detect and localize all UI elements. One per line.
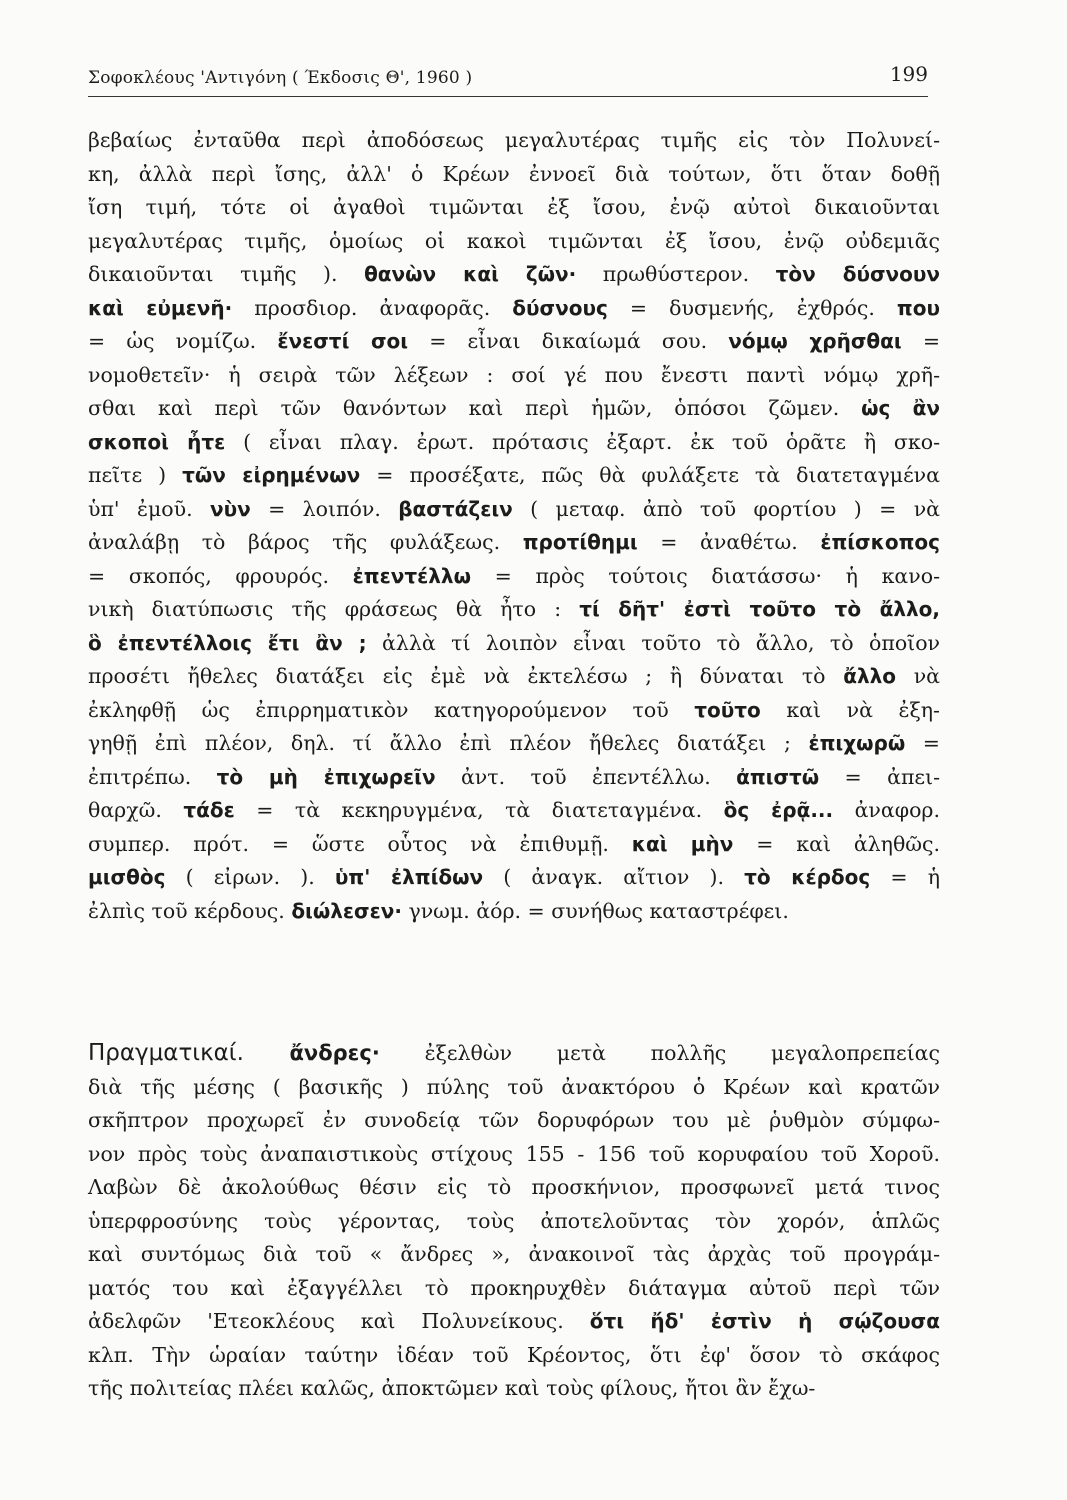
- text-line: [88, 593, 940, 627]
- lemma: ὃς ἐρᾷ...: [723, 798, 834, 822]
- text-line: [88, 392, 940, 426]
- text-run: καὶ νὰ ἐξη-: [760, 697, 940, 722]
- text-run: ἴση τιμή, τότε οἱ ἀγαθοὶ τιμῶνται ἐξ ἴσου, ἐνῷ αὐτοὶ δικαιοῦνται: [88, 195, 940, 219]
- lemma: τὸ κέρδος: [744, 865, 871, 889]
- lemma: δύσνους: [512, 295, 608, 320]
- lemma: καὶ εὐμενῆ·: [88, 295, 233, 320]
- lemma: ὃ ἐπεντέλλοις ἔτι ἂν ;: [88, 630, 367, 655]
- text-run: γηθῇ ἐπὶ πλέον, δηλ. τί ἄλλο ἐπὶ πλέον ἤθελες διατάξει ;: [88, 731, 809, 755]
- lemma: ὑπ' ἐλπίδων: [334, 865, 484, 889]
- lemma: τοῦτο: [694, 697, 761, 722]
- text-run: συμπερ. πρότ. = ὥστε οὗτος νὰ ἐπιθυμῇ.: [88, 831, 632, 856]
- text-line: [88, 191, 940, 225]
- text-run: = δυσμενής, ἐχθρός.: [607, 295, 897, 320]
- text-run: = ἀναθέτω.: [637, 530, 821, 554]
- text-run: βεβαίως ἐνταῦθα περὶ ἀποδόσεως μεγαλυτέρας τιμῆς εἰς τὸν Πολυνεί-: [88, 128, 940, 152]
- text-run: = εἶναι δικαίωμά σου.: [408, 329, 729, 353]
- text-run: ( εἶναι πλαγ. ἐρωτ. πρότασις ἐξαρτ. ἐκ τοῦ ὁρᾶτε ἢ σκο-: [225, 429, 940, 454]
- text-run: = τὰ κεκηρυγμένα, τὰ διατεταγμένα.: [234, 798, 724, 822]
- text-run: πρωθύστερον.: [576, 262, 776, 286]
- lemma: τάδε: [183, 798, 235, 822]
- text-line: [88, 828, 940, 862]
- text-run: = λοιπόν.: [250, 496, 399, 521]
- running-header: [88, 62, 928, 97]
- text-run: νον πρὸς τοὺς ἀναπαιστικοὺς στίχους 155 - 156 τοῦ κορυφαίου τοῦ Χοροῦ.: [88, 1141, 940, 1166]
- text-run: ( ἀναγκ. αἴτιον ).: [483, 865, 745, 889]
- lemma: προτίθημι: [522, 530, 638, 554]
- lemma: ὅτι ἤδ' ἐστὶν ἡ σῴζουσα: [589, 1309, 940, 1333]
- lemma: ἐπεντέλλω: [352, 563, 471, 588]
- text-run: νικὴ διατύπωσις τῆς φράσεως θὰ ἦτο :: [88, 597, 580, 621]
- text-run: = προσέξατε, πῶς θὰ φυλάξετε τὰ διατεταγμένα: [360, 463, 940, 487]
- text-line: [88, 627, 940, 661]
- lemma: τὸν δύσνουν: [775, 262, 941, 286]
- lemma: ὡς ἂν: [861, 396, 940, 420]
- text-run: ἀναφορ.: [833, 798, 940, 822]
- lemma: Πραγματικαί.: [88, 1040, 290, 1066]
- text-run: θαρχῶ.: [88, 798, 184, 822]
- text-run: = πρὸς τούτοις διατάσσω· ἡ κανο-: [470, 563, 940, 588]
- page-number: 199: [889, 62, 928, 86]
- lemma: τῶν εἰρημένων: [182, 463, 361, 487]
- lemma: ἀπιστῶ: [736, 764, 820, 789]
- lemma: ἐπιχωρῶ: [808, 731, 906, 755]
- text-run: =: [905, 731, 940, 755]
- text-run: νὰ: [896, 664, 940, 688]
- commentary-paragraph-2: [88, 1037, 940, 1406]
- lemma: μισθὸς: [88, 865, 166, 889]
- commentary-paragraph-1: [88, 124, 940, 928]
- text-line: [88, 158, 940, 192]
- text-line: [88, 1104, 940, 1138]
- text-run: ἐκληφθῇ ὡς ἐπιρρηματικὸν κατηγορούμενον τοῦ: [88, 697, 695, 722]
- text-line: [88, 761, 940, 795]
- text-line: [88, 426, 940, 460]
- text-run: ἐξελθὼν μετὰ πολλῆς μεγαλοπρεπείας: [379, 1041, 940, 1065]
- text-line: [88, 1372, 940, 1406]
- text-run: ὑπ' ἐμοῦ.: [88, 496, 210, 521]
- text-line: [88, 1205, 940, 1239]
- text-line: [88, 1138, 940, 1172]
- text-line: [88, 124, 940, 158]
- lemma: που: [896, 295, 940, 320]
- text-line: [88, 459, 940, 493]
- text-line: [88, 359, 940, 393]
- text-run: = ἀπει-: [819, 764, 940, 789]
- text-run: προσδιορ. ἀναφορᾶς.: [232, 295, 513, 320]
- text-run: ἀντ. τοῦ ἐπεντέλλω.: [435, 764, 737, 789]
- text-line: [88, 1305, 940, 1339]
- text-run: = ἡ: [870, 865, 940, 889]
- text-run: =: [901, 329, 941, 353]
- text-line: [88, 1238, 940, 1272]
- lemma: διώλεσεν·: [291, 898, 402, 923]
- text-run: ἀναλάβῃ τὸ βάρος τῆς φυλάξεως.: [88, 530, 523, 554]
- text-line: [88, 560, 940, 594]
- text-run: κλπ. Τὴν ὡραίαν ταύτην ἰδέαν τοῦ Κρέοντος, ὅτι ἐφ' ὅσον τὸ σκάφος: [88, 1342, 940, 1367]
- lemma: νόμῳ χρῆσθαι: [728, 329, 902, 353]
- text-line: [88, 526, 940, 560]
- header-title: Σοφοκλέους 'Αντιγόνη ( Έκδοσις Θ', 1960 ): [88, 68, 473, 88]
- text-run: σκῆπτρον προχωρεῖ ἐν συνοδείᾳ τῶν δορυφόρων του μὲ ῥυθμὸν σύμφω-: [88, 1108, 940, 1132]
- text-run: τῆς πολιτείας πλέει καλῶς, ἀποκτῶμεν καὶ τοὺς φίλους, ἤτοι ἂν ἔχω-: [88, 1376, 816, 1400]
- text-line: [88, 1037, 940, 1071]
- lemma: ἐπίσκοπος: [820, 530, 940, 554]
- text-run: = σκοπός, φρουρός.: [88, 563, 353, 588]
- lemma: τὸ μὴ ἐπιχωρεῖν: [216, 764, 436, 789]
- text-run: προσέτι ἤθελες διατάξει εἰς ἐμὲ νὰ ἐκτελέσω ; ἢ δύναται τὸ: [88, 664, 844, 688]
- text-line: [88, 1339, 940, 1373]
- text-line: [88, 225, 940, 259]
- text-line: [88, 794, 940, 828]
- text-run: Λαβὼν δὲ ἀκολούθως θέσιν εἰς τὸ προσκήνιον, προσφωνεῖ μετά τινος: [88, 1175, 940, 1199]
- text-line: [88, 694, 940, 728]
- text-line: [88, 1071, 940, 1105]
- text-run: ἐπιτρέπω.: [88, 764, 217, 789]
- text-run: κη, ἀλλὰ περὶ ἴσης, ἀλλ' ὁ Κρέων ἐννοεῖ διὰ τούτων, ὅτι ὅταν δοθῇ: [88, 161, 940, 186]
- text-line: [88, 727, 940, 761]
- text-run: σθαι καὶ περὶ τῶν θανόντων καὶ περὶ ἡμῶν, ὁπόσοι ζῶμεν.: [88, 396, 862, 420]
- lemma: θανὼν καὶ ζῶν·: [364, 262, 577, 286]
- lemma: τί δῆτ' ἐστὶ τοῦτο τὸ ἄλλο,: [579, 597, 940, 621]
- text-run: ὑπερφροσύνης τοὺς γέροντας, τοὺς ἀποτελοῦντας τὸν χορόν, ἁπλῶς: [88, 1208, 940, 1233]
- text-run: = ὡς νομίζω.: [88, 329, 278, 353]
- lemma: νὺν: [209, 496, 251, 521]
- text-line: [88, 258, 940, 292]
- lemma: σκοποὶ ἦτε: [88, 429, 226, 454]
- text-run: ( εἰρων. ).: [165, 865, 335, 889]
- text-run: ἀλλὰ τί λοιπὸν εἶναι τοῦτο τὸ ἄλλο, τὸ ὁποῖον: [366, 630, 941, 655]
- lemma: ἄνδρες·: [289, 1041, 380, 1065]
- text-run: γνωμ. ἀόρ. = συνήθως καταστρέφει.: [401, 898, 789, 923]
- lemma: ἄλλο: [843, 664, 896, 688]
- text-line: [88, 1272, 940, 1306]
- lemma: ἔνεστί σοι: [277, 329, 409, 353]
- text-line: [88, 895, 940, 929]
- text-line: [88, 292, 940, 326]
- text-run: καὶ συντόμως διὰ τοῦ « ἄνδρες », ἀνακοινοῖ τὰς ἀρχὰς τοῦ προγράμ-: [88, 1242, 940, 1266]
- text-line: [88, 1171, 940, 1205]
- text-run: = καὶ ἀληθῶς.: [733, 831, 941, 856]
- text-line: [88, 660, 940, 694]
- text-line: [88, 493, 940, 527]
- lemma: καὶ μὴν: [631, 831, 734, 856]
- text-run: πεῖτε ): [88, 463, 183, 487]
- text-run: ματός του καὶ ἐξαγγέλλει τὸ προκηρυχθὲν διάταγμα αὐτοῦ περὶ τῶν: [88, 1275, 940, 1300]
- text-run: νομοθετεῖν· ἡ σειρὰ τῶν λέξεων : σοί γέ που ἔνεστι παντὶ νόμῳ χρῆ-: [88, 362, 940, 387]
- text-run: ( μεταφ. ἀπὸ τοῦ φορτίου ) = νὰ: [512, 496, 940, 521]
- text-run: διὰ τῆς μέσης ( βασικῆς ) πύλης τοῦ ἀνακτόρου ὁ Κρέων καὶ κρατῶν: [88, 1074, 940, 1099]
- text-line: [88, 861, 940, 895]
- text-run: ἀδελφῶν 'Ετεοκλέους καὶ Πολυνείκους.: [88, 1309, 590, 1333]
- text-run: ἐλπὶς τοῦ κέρδους.: [88, 898, 292, 923]
- text-run: μεγαλυτέρας τιμῆς, ὁμοίως οἱ κακοὶ τιμῶνται ἐξ ἴσου, ἐνῷ οὐδεμιᾶς: [88, 228, 940, 253]
- text-line: [88, 325, 940, 359]
- text-run: δικαιοῦνται τιμῆς ).: [88, 262, 365, 286]
- lemma: βαστάζειν: [398, 496, 513, 521]
